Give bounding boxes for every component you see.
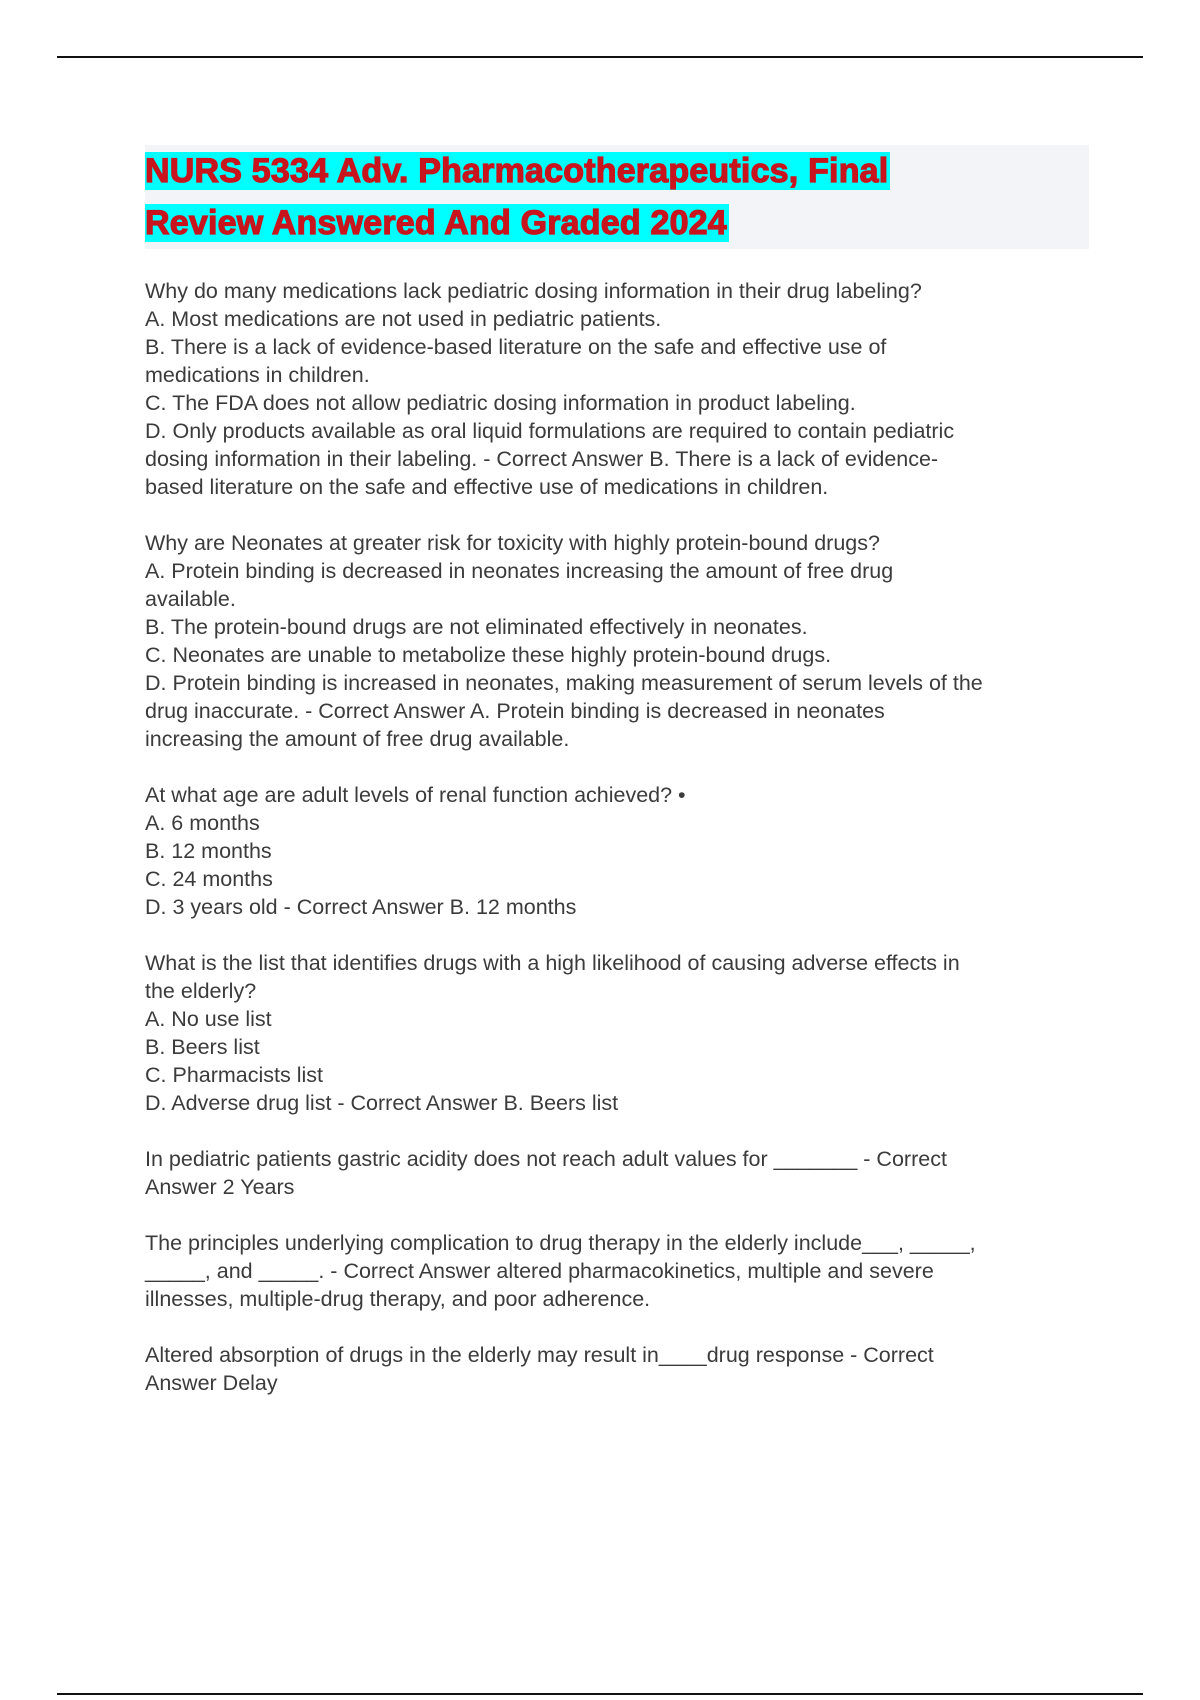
document-title xyxy=(145,145,1089,249)
qa-item xyxy=(145,781,1090,921)
header-rule xyxy=(57,56,1143,58)
qa-item xyxy=(145,1341,1090,1397)
qa-item xyxy=(145,949,1090,1117)
qa-text-line: B. 12 months xyxy=(145,839,272,863)
document-body xyxy=(145,277,1090,1425)
qa-text-line: D. Protein binding is increased in neonates, making measurement of serum levels of the xyxy=(145,671,983,695)
qa-text-line: D. 3 years old - Correct Answer B. 12 months xyxy=(145,895,577,919)
qa-item xyxy=(145,1145,1090,1201)
qa-text-line: C. The FDA does not allow pediatric dosing information in product labeling. xyxy=(145,391,856,415)
qa-text-line: A. Most medications are not used in pediatric patients. xyxy=(145,307,662,331)
footer-rule xyxy=(57,1693,1143,1695)
question-text: Why do many medications lack pediatric dosing information in their drug labeling? xyxy=(145,279,922,303)
question-text: Why are Neonates at greater risk for toxicity with highly protein-bound drugs? xyxy=(145,531,880,555)
qa-text-line: D. Only products available as oral liquid formulations are required to contain pediatric xyxy=(145,419,955,443)
question-text: At what age are adult levels of renal function achieved? • xyxy=(145,783,686,807)
qa-text-line: A. No use list xyxy=(145,1007,272,1031)
question-text: Altered absorption of drugs in the elderly may result in____drug response - Correct xyxy=(145,1343,934,1367)
qa-text-line: A. Protein binding is decreased in neonates increasing the amount of free drug xyxy=(145,559,894,583)
qa-text-line: medications in children. xyxy=(145,363,370,387)
qa-text-line: B. The protein-bound drugs are not eliminated effectively in neonates. xyxy=(145,615,808,639)
qa-text-line: based literature on the safe and effective use of medications in children. xyxy=(145,475,829,499)
qa-text-line: _____, and _____. - Correct Answer altered pharmacokinetics, multiple and severe xyxy=(145,1259,934,1283)
title-line-1: NURS 5334 Adv. Pharmacotherapeutics, Final xyxy=(145,152,889,190)
qa-text-line: D. Adverse drug list - Correct Answer B. Beers list xyxy=(145,1091,619,1115)
qa-text-line: Answer Delay xyxy=(145,1371,278,1395)
qa-text-line: increasing the amount of free drug available. xyxy=(145,727,570,751)
qa-text-line: Answer 2 Years xyxy=(145,1175,295,1199)
title-line-2: Review Answered And Graded 2024 xyxy=(145,204,727,242)
qa-text-line: A. 6 months xyxy=(145,811,260,835)
qa-text-line: dosing information in their labeling. - Correct Answer B. There is a lack of evidence- xyxy=(145,447,939,471)
qa-text-line: B. There is a lack of evidence-based literature on the safe and effective use of xyxy=(145,335,887,359)
qa-text-line: drug inaccurate. - Correct Answer A. Protein binding is decreased in neonates xyxy=(145,699,885,723)
title-block xyxy=(145,145,1089,249)
question-text: The principles underlying complication to drug therapy in the elderly include___, _____, xyxy=(145,1231,976,1255)
qa-text-line: illnesses, multiple-drug therapy, and poor adherence. xyxy=(145,1287,651,1311)
question-text: In pediatric patients gastric acidity does not reach adult values for _______ - Correct xyxy=(145,1147,947,1171)
qa-text-line: C. 24 months xyxy=(145,867,273,891)
qa-text-line: the elderly? xyxy=(145,979,257,1003)
qa-text-line: C. Pharmacists list xyxy=(145,1063,324,1087)
qa-text-line: available. xyxy=(145,587,236,611)
qa-item xyxy=(145,529,1090,753)
qa-text-line: B. Beers list xyxy=(145,1035,260,1059)
question-text: What is the list that identifies drugs with a high likelihood of causing adverse effects in xyxy=(145,951,960,975)
qa-text-line: C. Neonates are unable to metabolize these highly protein-bound drugs. xyxy=(145,643,832,667)
qa-item xyxy=(145,277,1090,501)
qa-item xyxy=(145,1229,1090,1313)
